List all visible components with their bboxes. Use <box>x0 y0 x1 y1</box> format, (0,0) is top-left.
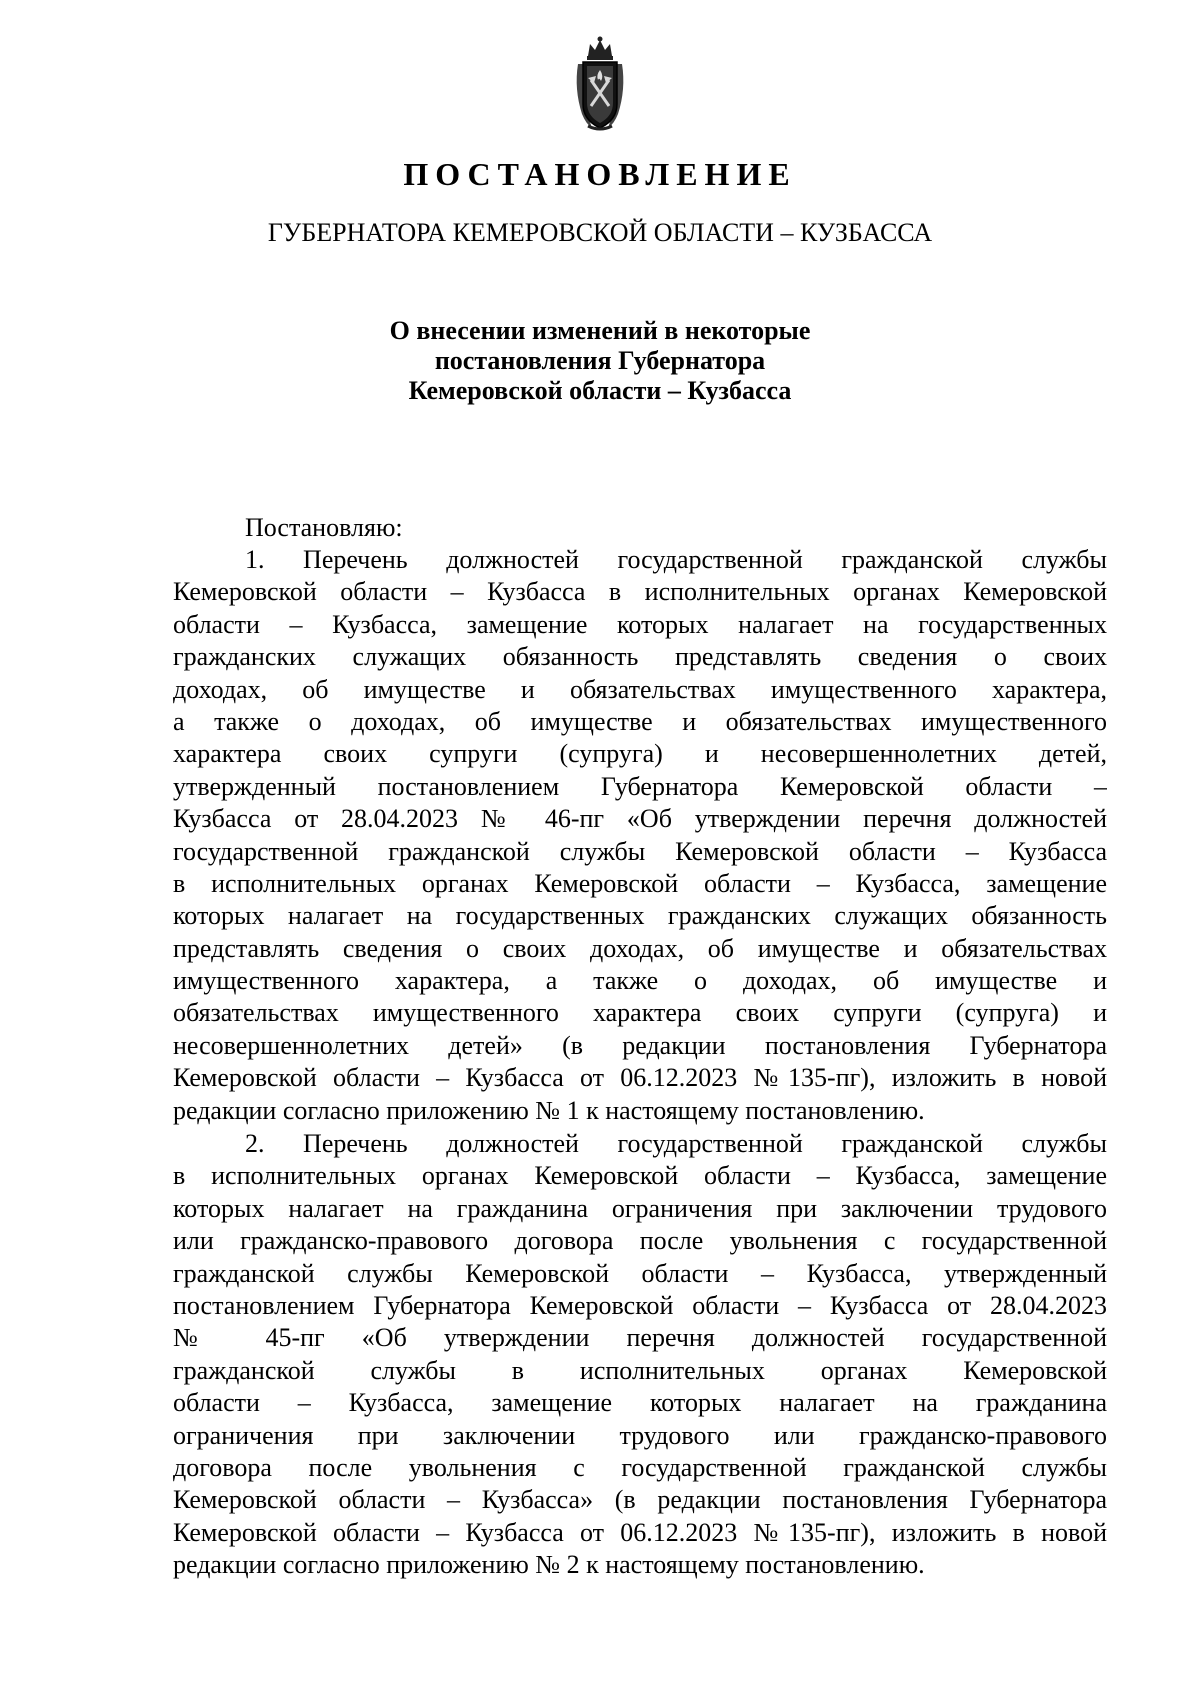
text-line: 1. Перечень должностей государственной гражданской службы <box>245 545 1107 574</box>
text-line: договора после увольнения с государственной гражданской службы <box>173 1452 1107 1482</box>
text-line: которых налагает на государственных гражданских служащих обязанность <box>173 901 1107 931</box>
text-line: доходах, об имуществе и обязательствах имущественного характера, <box>173 674 1107 704</box>
text-line: постановлением Губернатора Кемеровской области – Кузбасса от 28.04.2023 <box>173 1290 1107 1320</box>
text-line: в исполнительных органах Кемеровской области – Кузбасса, замещение <box>173 1161 1107 1191</box>
paragraph-2 <box>173 1128 1107 1581</box>
text-line: редакции согласно приложению № 2 к настоящему постановлению. <box>173 1550 925 1580</box>
text-line: Кузбасса от 28.04.2023 № 46-пг «Об утверждении перечня должностей <box>173 804 1107 834</box>
text-line: области – Кузбасса, замещение которых налагает на государственных <box>173 609 1107 639</box>
subject-line: О внесении изменений в некоторые <box>389 316 811 345</box>
text-line: Кемеровской области – Кузбасса в исполнительных органах Кемеровской <box>173 577 1107 607</box>
text-line: обязательствах имущественного характера своих супруги (супруга) и <box>173 998 1107 1028</box>
text-line: характера своих супруги (супруга) и несовершеннолетних детей, <box>173 739 1107 769</box>
text-line: представлять сведения о своих доходах, об имуществе и обязательствах <box>173 933 1107 963</box>
text-line: гражданской службы Кемеровской области – Кузбасса, утвержденный <box>173 1258 1107 1288</box>
text-line: гражданской службы в исполнительных органах Кемеровской <box>173 1355 1107 1385</box>
text-line: в исполнительных органах Кемеровской области – Кузбасса, замещение <box>173 868 1107 898</box>
text-line: редакции согласно приложению № 1 к настоящему постановлению. <box>173 1095 925 1125</box>
text-line: государственной гражданской службы Кемеровской области – Кузбасса <box>173 836 1107 866</box>
text-line: утвержденный постановлением Губернатора Кемеровской области – <box>173 771 1107 801</box>
text-line: Кемеровской области – Кузбасса от 06.12.2023 №135-пг), изложить в новой <box>173 1063 1107 1093</box>
text-line: области – Кузбасса, замещение которых налагает на гражданина <box>173 1388 1107 1418</box>
text-line: несовершеннолетних детей» (в редакции постановления Губернатора <box>173 1030 1107 1060</box>
text-line: 2. Перечень должностей государственной гражданской службы <box>245 1129 1107 1158</box>
issuer-line: ГУБЕРНАТОРА КЕМЕРОВСКОЙ ОБЛАСТИ – КУЗБАССА <box>267 218 933 247</box>
paragraph-1 <box>173 544 1107 1127</box>
text-line: Кемеровской области – Кузбасса» (в редакции постановления Губернатора <box>173 1485 1107 1515</box>
text-line: имущественного характера, а также о доходах, об имуществе и <box>173 966 1107 996</box>
text-line: гражданских служащих обязанность представлять сведения о своих <box>173 642 1107 672</box>
document-type-title: ПОСТАНОВЛЕНИЕ <box>403 156 797 192</box>
text-line: ограничения при заключении трудового или гражданско-правового <box>173 1420 1107 1450</box>
text-line: Кемеровской области – Кузбасса от 06.12.2023 №135-пг), изложить в новой <box>173 1517 1107 1547</box>
subject-line: Кемеровской области – Кузбасса <box>408 376 792 405</box>
coat-of-arms-emblem <box>572 34 628 134</box>
text-line: которых налагает на гражданина ограничения при заключении трудового <box>173 1193 1107 1223</box>
text-line: а также о доходах, об имуществе и обязательствах имущественного <box>173 706 1107 736</box>
decree-word: Постановляю: <box>245 513 403 542</box>
subject-line: постановления Губернатора <box>434 346 766 375</box>
text-line: или гражданско-правового договора после увольнения с государственной <box>173 1226 1107 1256</box>
text-line: № 45-пг «Об утверждении перечня должностей государственной <box>173 1323 1107 1353</box>
document-subject <box>0 316 1200 406</box>
